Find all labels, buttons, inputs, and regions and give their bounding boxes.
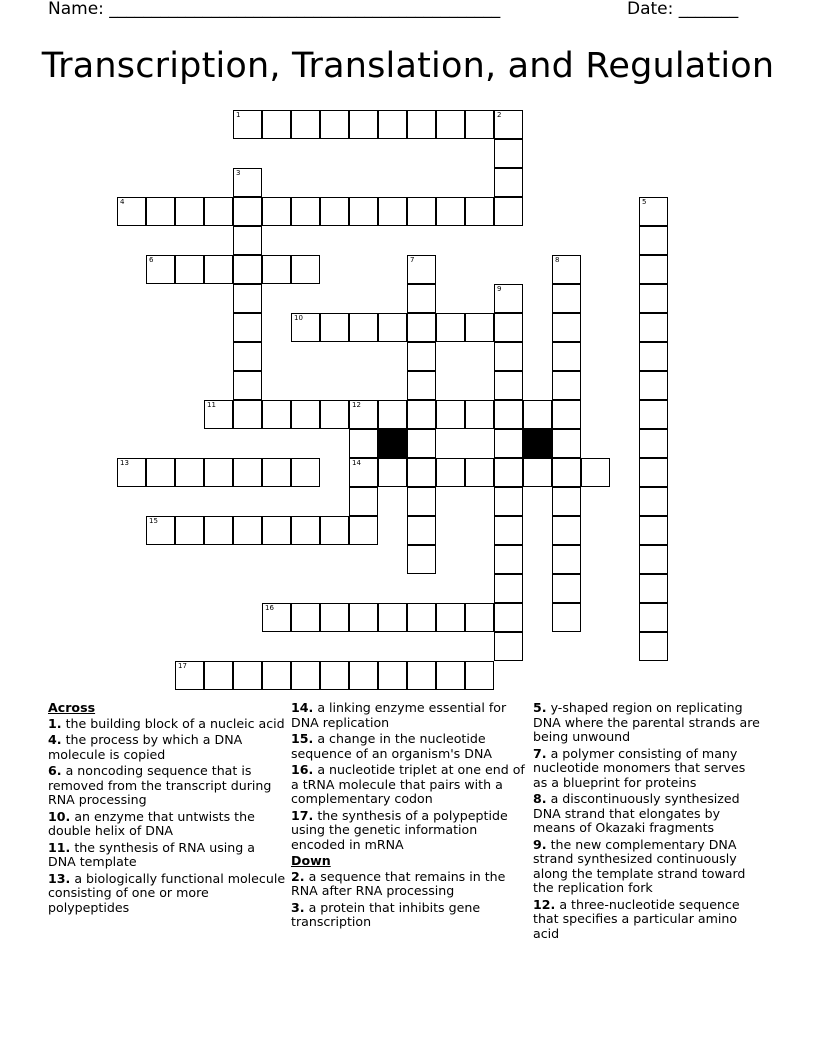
grid-cell[interactable] (494, 371, 523, 400)
clue-number: 16 (265, 604, 274, 612)
grid-cell[interactable] (639, 197, 668, 226)
grid-cell[interactable] (233, 661, 262, 690)
grid-cell[interactable] (291, 661, 320, 690)
grid-cell[interactable] (233, 458, 262, 487)
grid-cell[interactable] (407, 661, 436, 690)
grid-cell[interactable] (407, 110, 436, 139)
name-field: Name: ______________________________________________ (48, 0, 501, 19)
clues-column-3 (533, 701, 763, 943)
grid-cell[interactable] (291, 197, 320, 226)
grid-cell[interactable] (204, 255, 233, 284)
grid-cell[interactable] (262, 603, 291, 632)
clue-down-12: 12. a three-nucleotide sequence that specifies a particular amino acid (533, 896, 740, 941)
grid-cell[interactable] (349, 487, 378, 516)
grid-cell[interactable] (494, 632, 523, 661)
grid-cell[interactable] (552, 545, 581, 574)
grid-cell[interactable] (639, 516, 668, 545)
grid-cell[interactable] (262, 110, 291, 139)
grid-cell[interactable] (639, 458, 668, 487)
clue-down-2: 2. a sequence that remains in the RNA after RNA processing (291, 868, 506, 898)
black-cell (523, 429, 552, 458)
grid-cell[interactable] (552, 574, 581, 603)
grid-cell[interactable] (639, 226, 668, 255)
grid-cell[interactable] (349, 661, 378, 690)
clue-number: 9 (497, 285, 502, 293)
grid-cell[interactable] (291, 516, 320, 545)
grid-cell[interactable] (146, 458, 175, 487)
grid-cell[interactable] (494, 400, 523, 429)
grid-cell[interactable] (204, 516, 233, 545)
grid-cell[interactable] (552, 429, 581, 458)
grid-cell[interactable] (465, 458, 494, 487)
grid-cell[interactable] (407, 342, 436, 371)
grid-cell[interactable] (465, 313, 494, 342)
grid-cell[interactable] (639, 603, 668, 632)
grid-cell[interactable] (146, 255, 175, 284)
grid-cell[interactable] (552, 603, 581, 632)
grid-cell[interactable] (552, 487, 581, 516)
grid-cell[interactable] (378, 400, 407, 429)
grid-cell[interactable] (494, 429, 523, 458)
grid-cell[interactable] (262, 197, 291, 226)
grid-cell[interactable] (436, 661, 465, 690)
grid-cell[interactable] (552, 342, 581, 371)
grid-cell[interactable] (436, 603, 465, 632)
clue-across-13: 13. a biologically functional molecule consisting of one or more polypeptides (48, 870, 286, 915)
grid-cell[interactable] (349, 429, 378, 458)
clue-number: 4 (120, 198, 125, 206)
grid-cell[interactable] (320, 516, 349, 545)
grid-cell[interactable] (552, 516, 581, 545)
grid-cell[interactable] (378, 197, 407, 226)
clue-down-3: 3. a protein that inhibits gene transcription (291, 899, 481, 929)
grid-cell[interactable] (204, 197, 233, 226)
clue-across-17: 17. the synthesis of a polypeptide using the genetic information encoded in mRNA (291, 807, 508, 852)
grid-cell[interactable] (436, 458, 465, 487)
grid-cell[interactable] (494, 603, 523, 632)
grid-cell[interactable] (552, 313, 581, 342)
grid-cell[interactable] (581, 458, 610, 487)
grid-cell[interactable] (407, 197, 436, 226)
grid-cell[interactable] (494, 168, 523, 197)
clue-number: 17 (178, 662, 187, 670)
grid-cell[interactable] (262, 516, 291, 545)
grid-cell[interactable] (552, 284, 581, 313)
grid-cell[interactable] (291, 255, 320, 284)
grid-cell[interactable] (552, 371, 581, 400)
grid-cell[interactable] (262, 400, 291, 429)
grid-cell[interactable] (349, 603, 378, 632)
grid-cell[interactable] (465, 661, 494, 690)
grid-cell[interactable] (639, 342, 668, 371)
grid-cell[interactable] (639, 429, 668, 458)
grid-cell[interactable] (233, 255, 262, 284)
clues-column-2 (291, 701, 525, 932)
clue-down-8: 8. a discontinuously synthesized DNA strand that elongates by means of Okazaki fragments (533, 791, 740, 835)
grid-cell[interactable] (494, 574, 523, 603)
grid-cell[interactable] (233, 197, 262, 226)
grid-cell[interactable] (465, 197, 494, 226)
grid-cell[interactable] (262, 661, 291, 690)
grid-cell[interactable] (291, 400, 320, 429)
grid-cell[interactable] (349, 400, 378, 429)
grid-cell[interactable] (349, 313, 378, 342)
grid-cell[interactable] (146, 516, 175, 545)
grid-cell[interactable] (494, 313, 523, 342)
clue-number: 12 (352, 401, 361, 409)
grid-cell[interactable] (233, 284, 262, 313)
grid-cell[interactable] (436, 400, 465, 429)
grid-cell[interactable] (175, 458, 204, 487)
grid-cell[interactable] (349, 197, 378, 226)
grid-cell[interactable] (639, 400, 668, 429)
grid-cell[interactable] (233, 110, 262, 139)
grid-cell[interactable] (378, 661, 407, 690)
clue-number: 6 (149, 256, 154, 264)
clue-across-10: 10. an enzyme that untwists the double helix of DNA (48, 808, 255, 838)
date-field: Date: _______ (627, 0, 739, 19)
grid-cell[interactable] (378, 110, 407, 139)
grid-cell[interactable] (494, 110, 523, 139)
grid-cell[interactable] (407, 516, 436, 545)
grid-cell[interactable] (320, 603, 349, 632)
grid-cell[interactable] (262, 255, 291, 284)
grid-cell[interactable] (262, 458, 291, 487)
grid-cell[interactable] (407, 603, 436, 632)
grid-cell[interactable] (407, 429, 436, 458)
grid-cell[interactable] (233, 313, 262, 342)
grid-cell[interactable] (639, 313, 668, 342)
clue-number: 5 (642, 198, 647, 206)
grid-cell[interactable] (291, 458, 320, 487)
grid-cell[interactable] (523, 400, 552, 429)
grid-cell[interactable] (494, 342, 523, 371)
grid-cell[interactable] (494, 458, 523, 487)
grid-cell[interactable] (204, 458, 233, 487)
clue-down-5: 5. y-shaped region on replicating DNA where the parental strands are being unwound (533, 700, 760, 744)
clue-number: 7 (410, 256, 415, 264)
grid-cell[interactable] (233, 516, 262, 545)
grid-cell[interactable] (639, 632, 668, 661)
grid-cell[interactable] (494, 516, 523, 545)
grid-cell[interactable] (552, 458, 581, 487)
clue-number: 2 (497, 111, 502, 119)
grid-cell[interactable] (291, 110, 320, 139)
grid-cell[interactable] (639, 371, 668, 400)
grid-cell[interactable] (552, 255, 581, 284)
grid-cell[interactable] (320, 400, 349, 429)
grid-cell[interactable] (349, 110, 378, 139)
grid-cell[interactable] (639, 284, 668, 313)
grid-cell[interactable] (407, 545, 436, 574)
grid-cell[interactable] (494, 139, 523, 168)
clue-across-6: 6. a noncoding sequence that is removed from the transcript during RNA processing (48, 763, 272, 807)
grid-cell[interactable] (407, 313, 436, 342)
clue-across-15: 15. a change in the nucleotide sequence of an organism's DNA (291, 731, 492, 761)
grid-cell[interactable] (146, 197, 175, 226)
clue-number: 15 (149, 517, 158, 525)
clue-number: 10 (294, 314, 303, 322)
grid-cell[interactable] (494, 487, 523, 516)
grid-cell[interactable] (378, 313, 407, 342)
grid-cell[interactable] (320, 313, 349, 342)
grid-cell[interactable] (436, 110, 465, 139)
grid-cell[interactable] (349, 516, 378, 545)
grid-cell[interactable] (233, 342, 262, 371)
clue-number: 1 (236, 111, 241, 119)
clue-number: 11 (207, 401, 216, 409)
clue-down-9: 9. the new complementary DNA strand synthesized continuously along the template strand toward the replication fork (533, 836, 746, 895)
grid-cell[interactable] (523, 458, 552, 487)
grid-cell[interactable] (378, 458, 407, 487)
grid-cell[interactable] (639, 487, 668, 516)
clue-number: 3 (236, 169, 241, 177)
across-heading: Across (48, 700, 96, 715)
clue-across-4: 4. the process by which a DNA molecule is copied (48, 732, 243, 762)
page-title: Transcription, Translation, and Regulation (41, 46, 775, 86)
grid-cell[interactable] (175, 255, 204, 284)
grid-cell[interactable] (233, 226, 262, 255)
grid-cell[interactable] (175, 197, 204, 226)
grid-cell[interactable] (204, 661, 233, 690)
grid-cell[interactable] (175, 516, 204, 545)
clue-number: 13 (120, 459, 129, 467)
grid-cell[interactable] (436, 197, 465, 226)
grid-cell[interactable] (639, 255, 668, 284)
grid-cell[interactable] (465, 400, 494, 429)
grid-cell[interactable] (233, 371, 262, 400)
grid-cell[interactable] (407, 487, 436, 516)
grid-cell[interactable] (204, 400, 233, 429)
down-heading: Down (291, 853, 331, 868)
grid-cell[interactable] (291, 313, 320, 342)
grid-cell[interactable] (465, 603, 494, 632)
grid-cell[interactable] (233, 400, 262, 429)
grid-cell[interactable] (233, 168, 262, 197)
clue-number: 14 (352, 459, 361, 467)
grid-cell[interactable] (436, 313, 465, 342)
grid-cell[interactable] (639, 574, 668, 603)
clues-column-1 (48, 701, 286, 917)
clue-across-16: 16. a nucleotide triplet at one end of a tRNA molecule that pairs with a complementary codon (291, 762, 525, 806)
grid-cell[interactable] (320, 661, 349, 690)
clue-across-11: 11. the synthesis of RNA using a DNA template (48, 839, 255, 869)
grid-cell[interactable] (639, 545, 668, 574)
clue-number: 8 (555, 256, 560, 264)
clue-down-7: 7. a polymer consisting of many nucleotide monomers that serves as a blueprint for proteins (533, 745, 746, 790)
grid-cell[interactable] (494, 197, 523, 226)
grid-cell[interactable] (117, 197, 146, 226)
grid-cell[interactable] (175, 661, 204, 690)
grid-cell[interactable] (407, 255, 436, 284)
grid-cell[interactable] (494, 545, 523, 574)
grid-cell[interactable] (320, 197, 349, 226)
grid-cell[interactable] (494, 284, 523, 313)
clue-across-14: 14. a linking enzyme essential for DNA replication (291, 700, 507, 730)
black-cell (378, 429, 407, 458)
grid-cell[interactable] (407, 400, 436, 429)
grid-cell[interactable] (378, 603, 407, 632)
grid-cell[interactable] (407, 371, 436, 400)
grid-cell[interactable] (349, 458, 378, 487)
grid-cell[interactable] (117, 458, 146, 487)
grid-cell[interactable] (407, 284, 436, 313)
clue-across-1: 1. the building block of a nucleic acid (48, 715, 285, 731)
grid-cell[interactable] (291, 603, 320, 632)
grid-cell[interactable] (320, 110, 349, 139)
grid-cell[interactable] (407, 458, 436, 487)
grid-cell[interactable] (465, 110, 494, 139)
grid-cell[interactable] (552, 400, 581, 429)
